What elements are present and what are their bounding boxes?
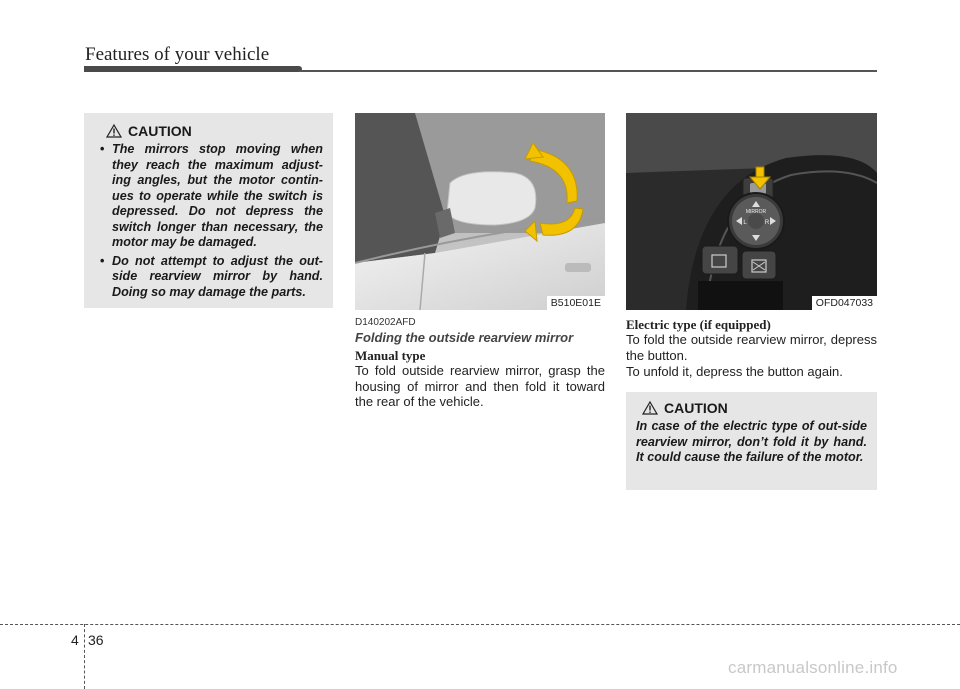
caution-item: • Do not attempt to adjust the out-side rearview mirror by hand. Doing so may damage the parts. xyxy=(100,254,323,301)
warning-triangle-icon xyxy=(106,124,122,138)
watermark: carmanualsonline.info xyxy=(728,658,898,677)
page-number: 36 xyxy=(88,632,104,648)
door-switch-illustration xyxy=(626,113,877,310)
photo-manual-mirror xyxy=(355,113,605,310)
section-title: Folding the outside rearview mirror xyxy=(355,330,574,345)
photo-label: OFD047033 xyxy=(812,296,877,310)
caution-heading xyxy=(636,400,867,416)
manual-instructions: To fold outside rearview mirror, grasp the housing of mirror and then fold it toward the rear of the vehicle. xyxy=(355,363,605,409)
caution-heading-text: CAUTION xyxy=(664,400,728,416)
caution-list xyxy=(100,142,323,300)
chapter-number: 4 xyxy=(71,632,79,648)
caution-box-electric xyxy=(626,392,877,490)
subheading-manual: Manual type xyxy=(355,348,426,363)
footer-divider xyxy=(84,624,85,689)
photo-label: B510E01E xyxy=(547,296,605,310)
car-mirror-illustration xyxy=(355,113,605,310)
header-rule-thick xyxy=(84,66,302,72)
switch-label-right: R xyxy=(764,220,770,226)
caution-item: • The mirrors stop moving when they reach the maximum adjust-ing angles, but the motor contin-ues to operate while the switch is depressed. Do not depress the switch longer than necessary, the motor may be damaged. xyxy=(100,142,323,251)
caution-heading-text: CAUTION xyxy=(128,123,192,139)
warning-triangle-icon xyxy=(642,401,658,415)
subheading-electric: Electric type (if equipped) xyxy=(626,317,771,332)
caution-text: In case of the electric type of out-side rearview mirror, don’t fold it by hand. It could cause the failure of the motor. xyxy=(636,419,867,464)
footer-rule xyxy=(0,624,960,625)
section-code: D140202AFD xyxy=(355,317,416,328)
switch-label: MIRROR xyxy=(745,209,767,215)
electric-instructions-fold: To fold the outside rearview mirror, depress the button. xyxy=(626,332,877,363)
caution-heading xyxy=(100,123,323,139)
electric-instructions-unfold: To unfold it, depress the button again. xyxy=(626,364,843,379)
header-rule-thin xyxy=(300,70,877,72)
photo-electric-switch xyxy=(626,113,877,310)
page-header-title: Features of your vehicle xyxy=(85,44,270,65)
switch-label-left: L xyxy=(743,220,747,226)
caution-box-mirrors xyxy=(84,113,333,308)
